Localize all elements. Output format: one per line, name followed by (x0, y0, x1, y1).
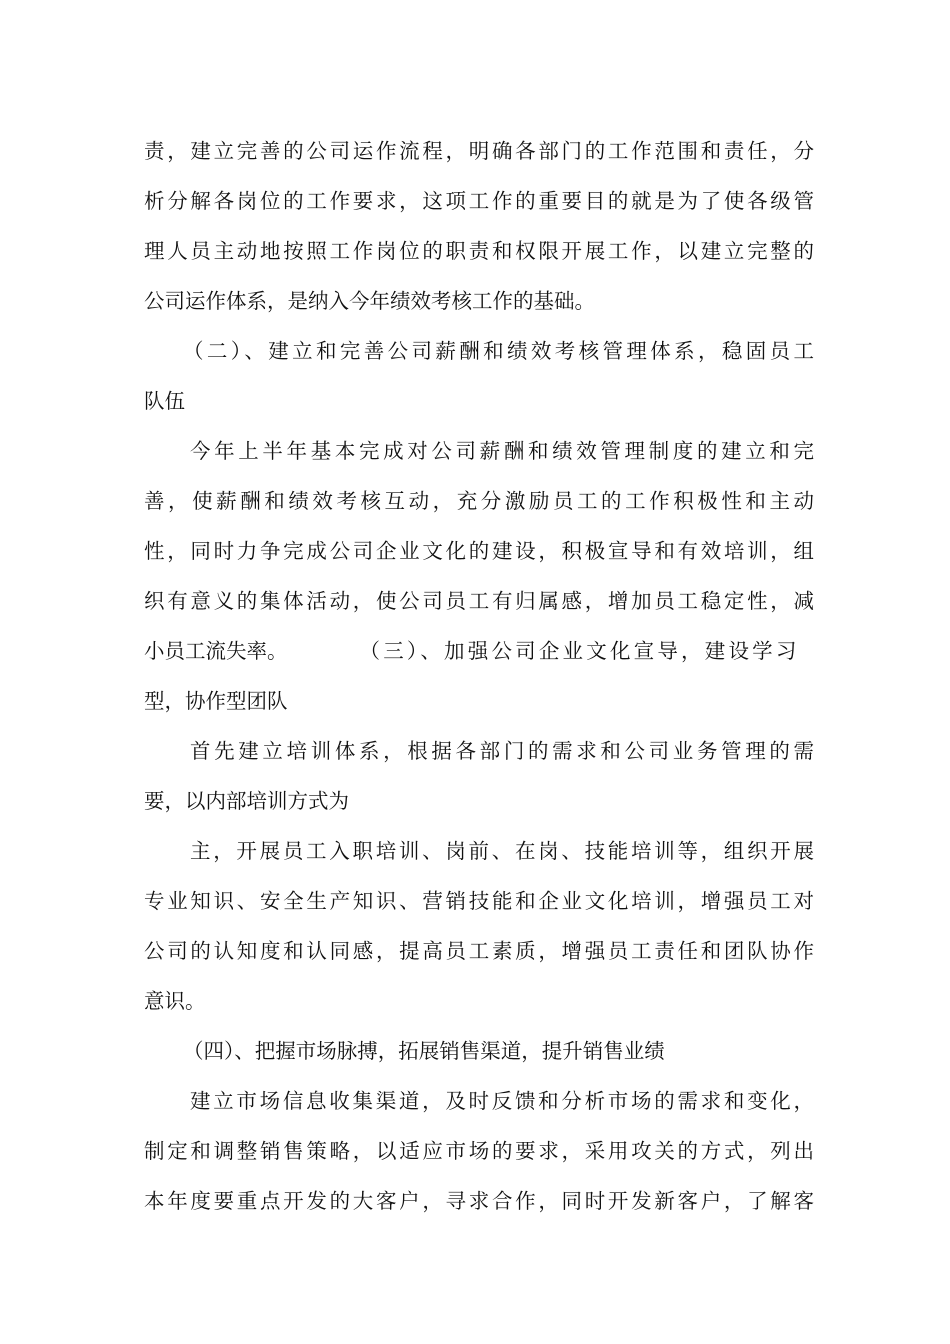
section-heading-3-cont: 型，协作型团队 (144, 689, 288, 713)
body-text-line: 制定和调整销售策略，以适应市场的要求，采用攻关的方式，列出 (144, 1139, 814, 1163)
body-text-line: 本年度要重点开发的大客户，寻求合作，同时开发新客户，了解客 (144, 1189, 814, 1213)
body-text-line: 主，开展员工入职培训、岗前、在岗、技能培训等，组织开展 (190, 839, 814, 863)
body-text-line: 专业知识、安全生产知识、营销技能和企业文化培训，增强员工对 (144, 889, 814, 913)
section-heading-3: （三）、加强公司企业文化宣导，建设学习 (359, 639, 800, 663)
body-text-line: 析分解各岗位的工作要求，这项工作的重要目的就是为了使各级管 (144, 189, 814, 213)
section-heading-2-cont: 队伍 (144, 389, 185, 413)
section-heading-2: （二）、建立和完善公司薪酬和绩效考核管理体系，稳固员工 (183, 339, 814, 363)
body-text-line: 建立市场信息收集渠道，及时反馈和分析市场的需求和变化， (190, 1089, 814, 1113)
body-text-line: 首先建立培训体系，根据各部门的需求和公司业务管理的需 (190, 739, 814, 763)
body-text-line: 要，以内部培训方式为 (144, 789, 349, 813)
body-text-line: 意识。 (144, 989, 206, 1013)
body-text-line-mixed (144, 631, 814, 671)
body-text-line: 今年上半年基本完成对公司薪酬和绩效管理制度的建立和完 (190, 439, 814, 463)
body-text-line: 善，使薪酬和绩效考核互动，充分激励员工的工作积极性和主动 (144, 489, 814, 513)
body-text-line: 理人员主动地按照工作岗位的职责和权限开展工作，以建立完整的 (144, 239, 814, 263)
body-text-line: 性，同时力争完成公司企业文化的建设，积极宣导和有效培训，组 (144, 539, 814, 563)
body-text-line: 织有意义的集体活动，使公司员工有归属感，增加员工稳定性，减 (144, 589, 814, 613)
body-text-fragment: 小员工流失率。 (144, 639, 288, 663)
body-text-line: 责，建立完善的公司运作流程，明确各部门的工作范围和责任，分 (144, 139, 814, 163)
body-text-line: 公司的认知度和认同感，提高员工素质，增强员工责任和团队协作 (144, 939, 814, 963)
section-heading-4: （四）、把握市场脉搏，拓展销售渠道，提升销售业绩 (183, 1039, 665, 1063)
body-text-line: 公司运作体系，是纳入今年绩效考核工作的基础。 (144, 289, 595, 313)
